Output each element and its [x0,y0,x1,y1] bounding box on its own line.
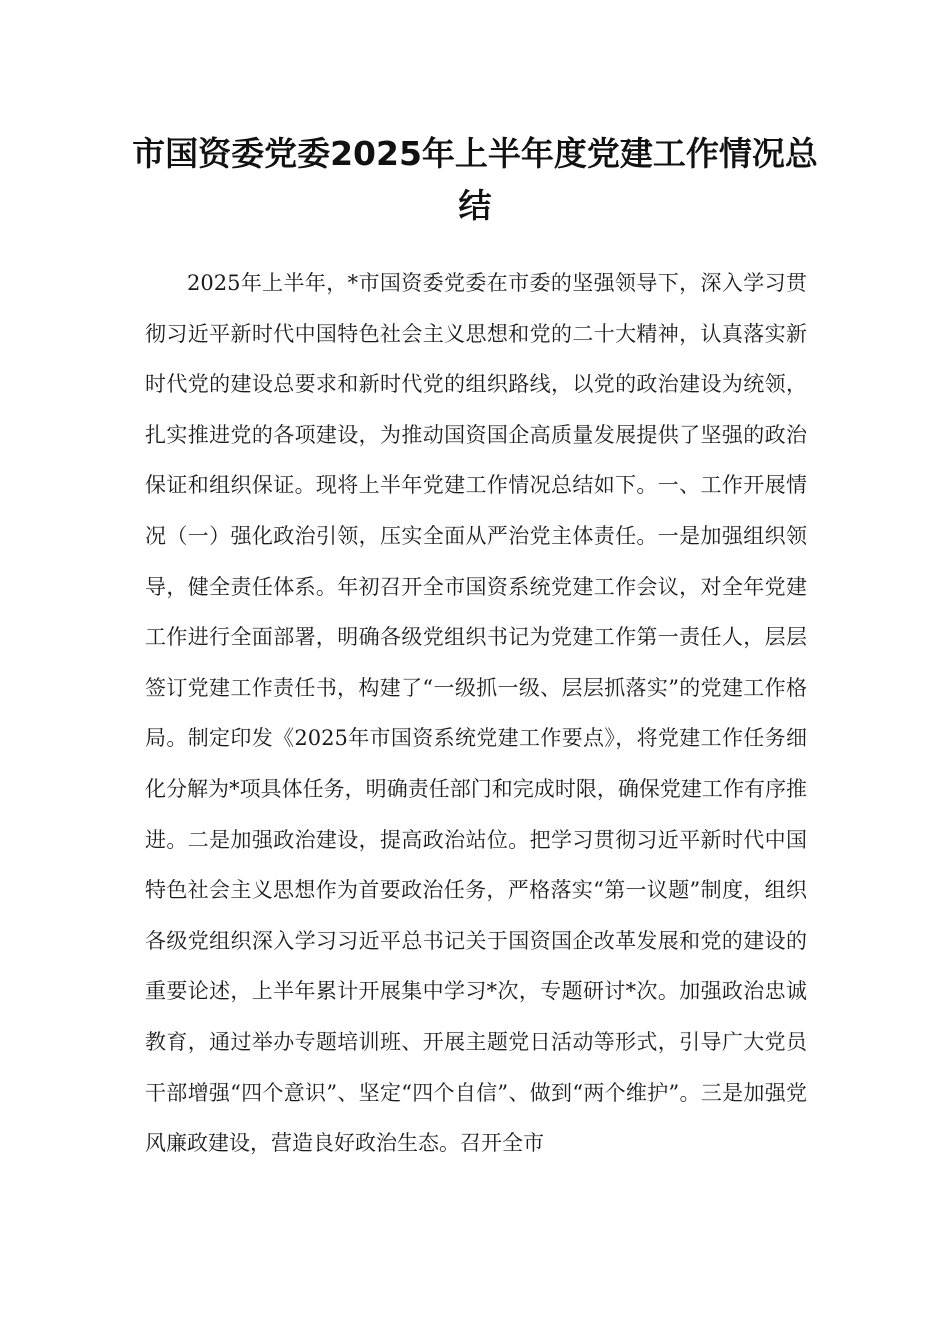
body-paragraph: 2025年上半年，*市国资委党委在市委的坚强领导下，深入学习贯彻习近平新时代中国特色社会主义思想和党的二十大精神，认真落实新时代党的建设总要求和新时代党的组织路线，以党的政治建设为统领，扎实推进党的各项建设，为推动国资国企高质量发展提供了坚强的政治保证和组织保证。现将上半年党建工作情况总结如下。一、工作开展情况（一）强化政治引领，压实全面从严治党主体责任。一是加强组织领导，健全责任体系。年初召开全市国资系统党建工作会议，对全年党建工作进行全面部署，明确各级党组织书记为党建工作第一责任人，层层签订党建工作责任书，构建了“一级抓一级、层层抓落实”的党建工作格局。制定印发《2025年市国资系统党建工作要点》，将党建工作任务细化分解为*项具体任务，明确责任部门和完成时限，确保党建工作有序推进。二是加强政治建设，提高政治站位。把学习贯彻习近平新时代中国特色社会主义思想作为首要政治任务，严格落实“第一议题”制度，组织各级党组织深入学习习近平总书记关于国资国企改革发展和党的建设的重要论述，上半年累计开展集中学习*次，专题研讨*次。加强政治忠诚教育，通过举办专题培训班、开展主题党日活动等形式，引导广大党员干部增强“四个意识”、坚定“四个自信”、做到“两个维护”。三是加强党风廉政建设，营造良好政治生态。召开全市 [145,271,807,1156]
document-title: 市国资委党委2025年上半年度党建工作情况总结 [132,134,818,225]
